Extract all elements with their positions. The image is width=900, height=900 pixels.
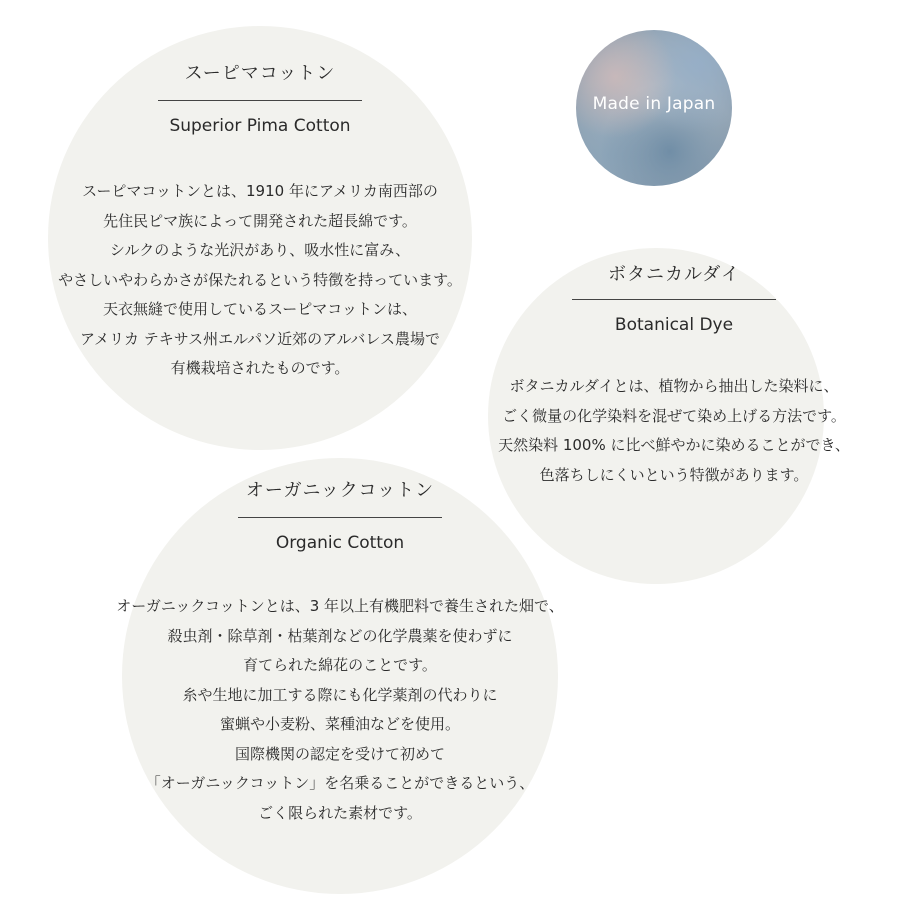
description-line: シルクのような光沢があり、吸水性に富み、 [109,241,411,259]
description-line: 糸や生地に加工する際にも化学薬剤の代わりに [182,685,498,704]
badge-label: Made in Japan [592,94,716,114]
description-line: 先住民ピマ族によって開発された超長綿です。 [103,211,417,230]
title-divider [158,100,362,101]
description-line: 「オーガニックコットン」を名乗ることができるという、 [145,774,535,792]
description-line: アメリカ テキサス州エルパソ近郊のアルバレス農場で [80,329,440,348]
description-line: ごく限られた素材です。 [258,803,422,822]
section-title-jp: ボタニカルダイ [608,264,740,285]
title-divider [572,299,776,300]
description-line: スーピマコットンとは、1910 年にアメリカ南西部の [82,182,438,200]
description-line: 育てられた綿花のことです。 [243,656,437,674]
description-line: オーガニックコットンとは、3 年以上有機肥料で養生された畑で、 [116,597,564,615]
description-line: 殺虫剤・除草剤・枯葉剤などの化学農薬を使わずに [167,626,513,645]
made-in-japan-badge [576,30,732,186]
description-line: やさしいやわらかさが保たれるという特徴を持っています。 [58,270,462,289]
description-line: ごく微量の化学染料を混ぜて染め上げる方法です。 [502,406,846,425]
description-line: ボタニカルダイとは、植物から抽出した染料に、 [509,377,839,395]
description-line: 国際機関の認定を受けて初めて [234,744,445,763]
description-line: 天然染料 100% に比べ鮮やかに染めることができ、 [498,436,850,454]
description-line: 有機栽培されたものです。 [170,359,350,377]
section-title-en: Organic Cotton [275,533,405,553]
section-title-jp: オーガニックコットン [245,480,435,501]
title-divider [238,517,442,518]
section-title-jp: スーピマコットン [184,63,336,84]
section-botanical-dye [474,264,874,490]
section-title-en: Botanical Dye [614,315,734,335]
section-description [0,177,520,384]
section-description [80,592,600,828]
section-organic-cotton [80,480,600,828]
description-line: 蜜蝋や小麦粉、菜種油などを使用。 [219,715,460,733]
section-pima-cotton [0,63,520,384]
description-line: 色落ちしにくいという特徴があります。 [539,465,809,484]
section-title-en: Superior Pima Cotton [169,116,351,136]
description-line: 天衣無縫で使用しているスーピマコットンは、 [103,300,417,318]
section-description [474,372,874,490]
